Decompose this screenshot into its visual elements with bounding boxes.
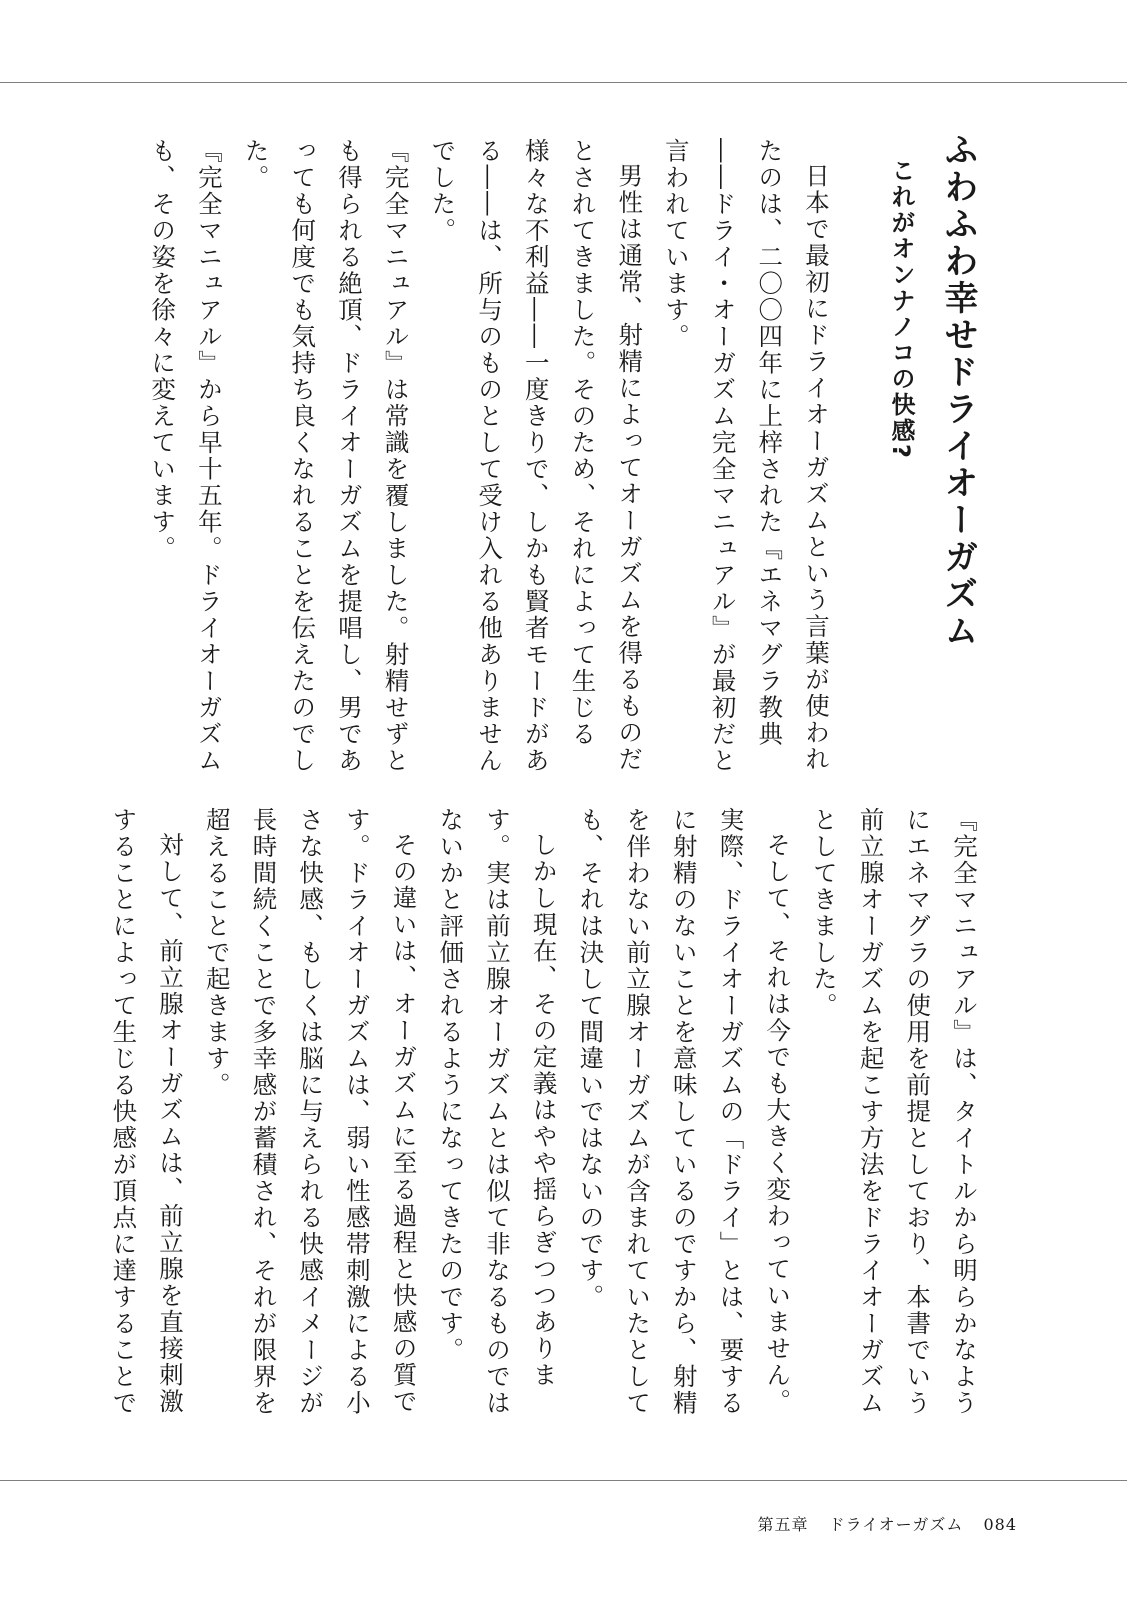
paragraph: そして、それは今でも大きく変わっていません。実際、ドライオーガズムの「ドライ」とは、要するに射精のないことを意味しているのですから、射精を伴わない前立腺オーガズムが含まれていたとしても、それは決して間違いではないのです。	[576, 807, 793, 1417]
paragraph: 『完全マニュアル』は常識を覆しました。射精せずとも得られる絶頂、ドライオーガズムを提唱し、男であっても何度でも気持ち良くなれることを伝えたのでした。	[241, 138, 411, 774]
section-subheading: これがオンナノコの快感?	[887, 158, 915, 460]
footer-chapter: 第五章	[757, 1515, 809, 1534]
page-number: 084	[983, 1515, 1017, 1534]
paragraph: 日本で最初にドライオーガズムという言葉が使われたのは、二〇〇四年に上梓された『エネマグラ教典――ドライ・オーガズム完全マニュアル』が最初だと言われています。	[661, 138, 831, 774]
paragraph: 対して、前立腺オーガズムは、前立腺を直接刺激することによって生じる快感が頂点に達することで	[109, 807, 186, 1417]
footer-section: ドライオーガズム	[828, 1515, 964, 1534]
upper-text-block	[99, 138, 839, 778]
bottom-rule	[0, 1480, 1127, 1481]
paragraph: その違いは、オーガズムに至る過程と快感の質です。ドライオーガズムは、弱い性感帯刺激による小さな快感、もしくは脳に与えられる快感イメージが長時間続くことで多幸感が蓄積され、それが限界を超えることで起きます。	[202, 807, 419, 1417]
top-rule	[0, 82, 1127, 83]
section-heading: ふわふわ幸せドライオーガズム	[938, 132, 978, 650]
paragraph: 男性は通常、射精によってオーガズムを得るものだとされてきました。そのため、それによって生じる様々な不利益――一度きりで、しかも賢者モードがある――は、所与のものとして受け入れる他ありませんでした。	[428, 138, 645, 774]
paragraph: しかし現在、その定義はやや揺らぎつつあります。実は前立腺オーガズムとは似て非なるものではないかと評価されるようになってきたのです。	[436, 807, 559, 1417]
lower-text-block	[109, 807, 987, 1427]
page-footer	[744, 1512, 1017, 1535]
paragraph: 『完全マニュアル』は、タイトルから明らかなようにエネマグラの使用を前提としており、本書でいう前立腺オーガズムを起こす方法をドライオーガズムとしてきました。	[809, 807, 979, 1417]
paragraph: 『完全マニュアル』から早十五年。ドライオーガズムも、その姿を徐々に変えています。	[148, 138, 224, 774]
